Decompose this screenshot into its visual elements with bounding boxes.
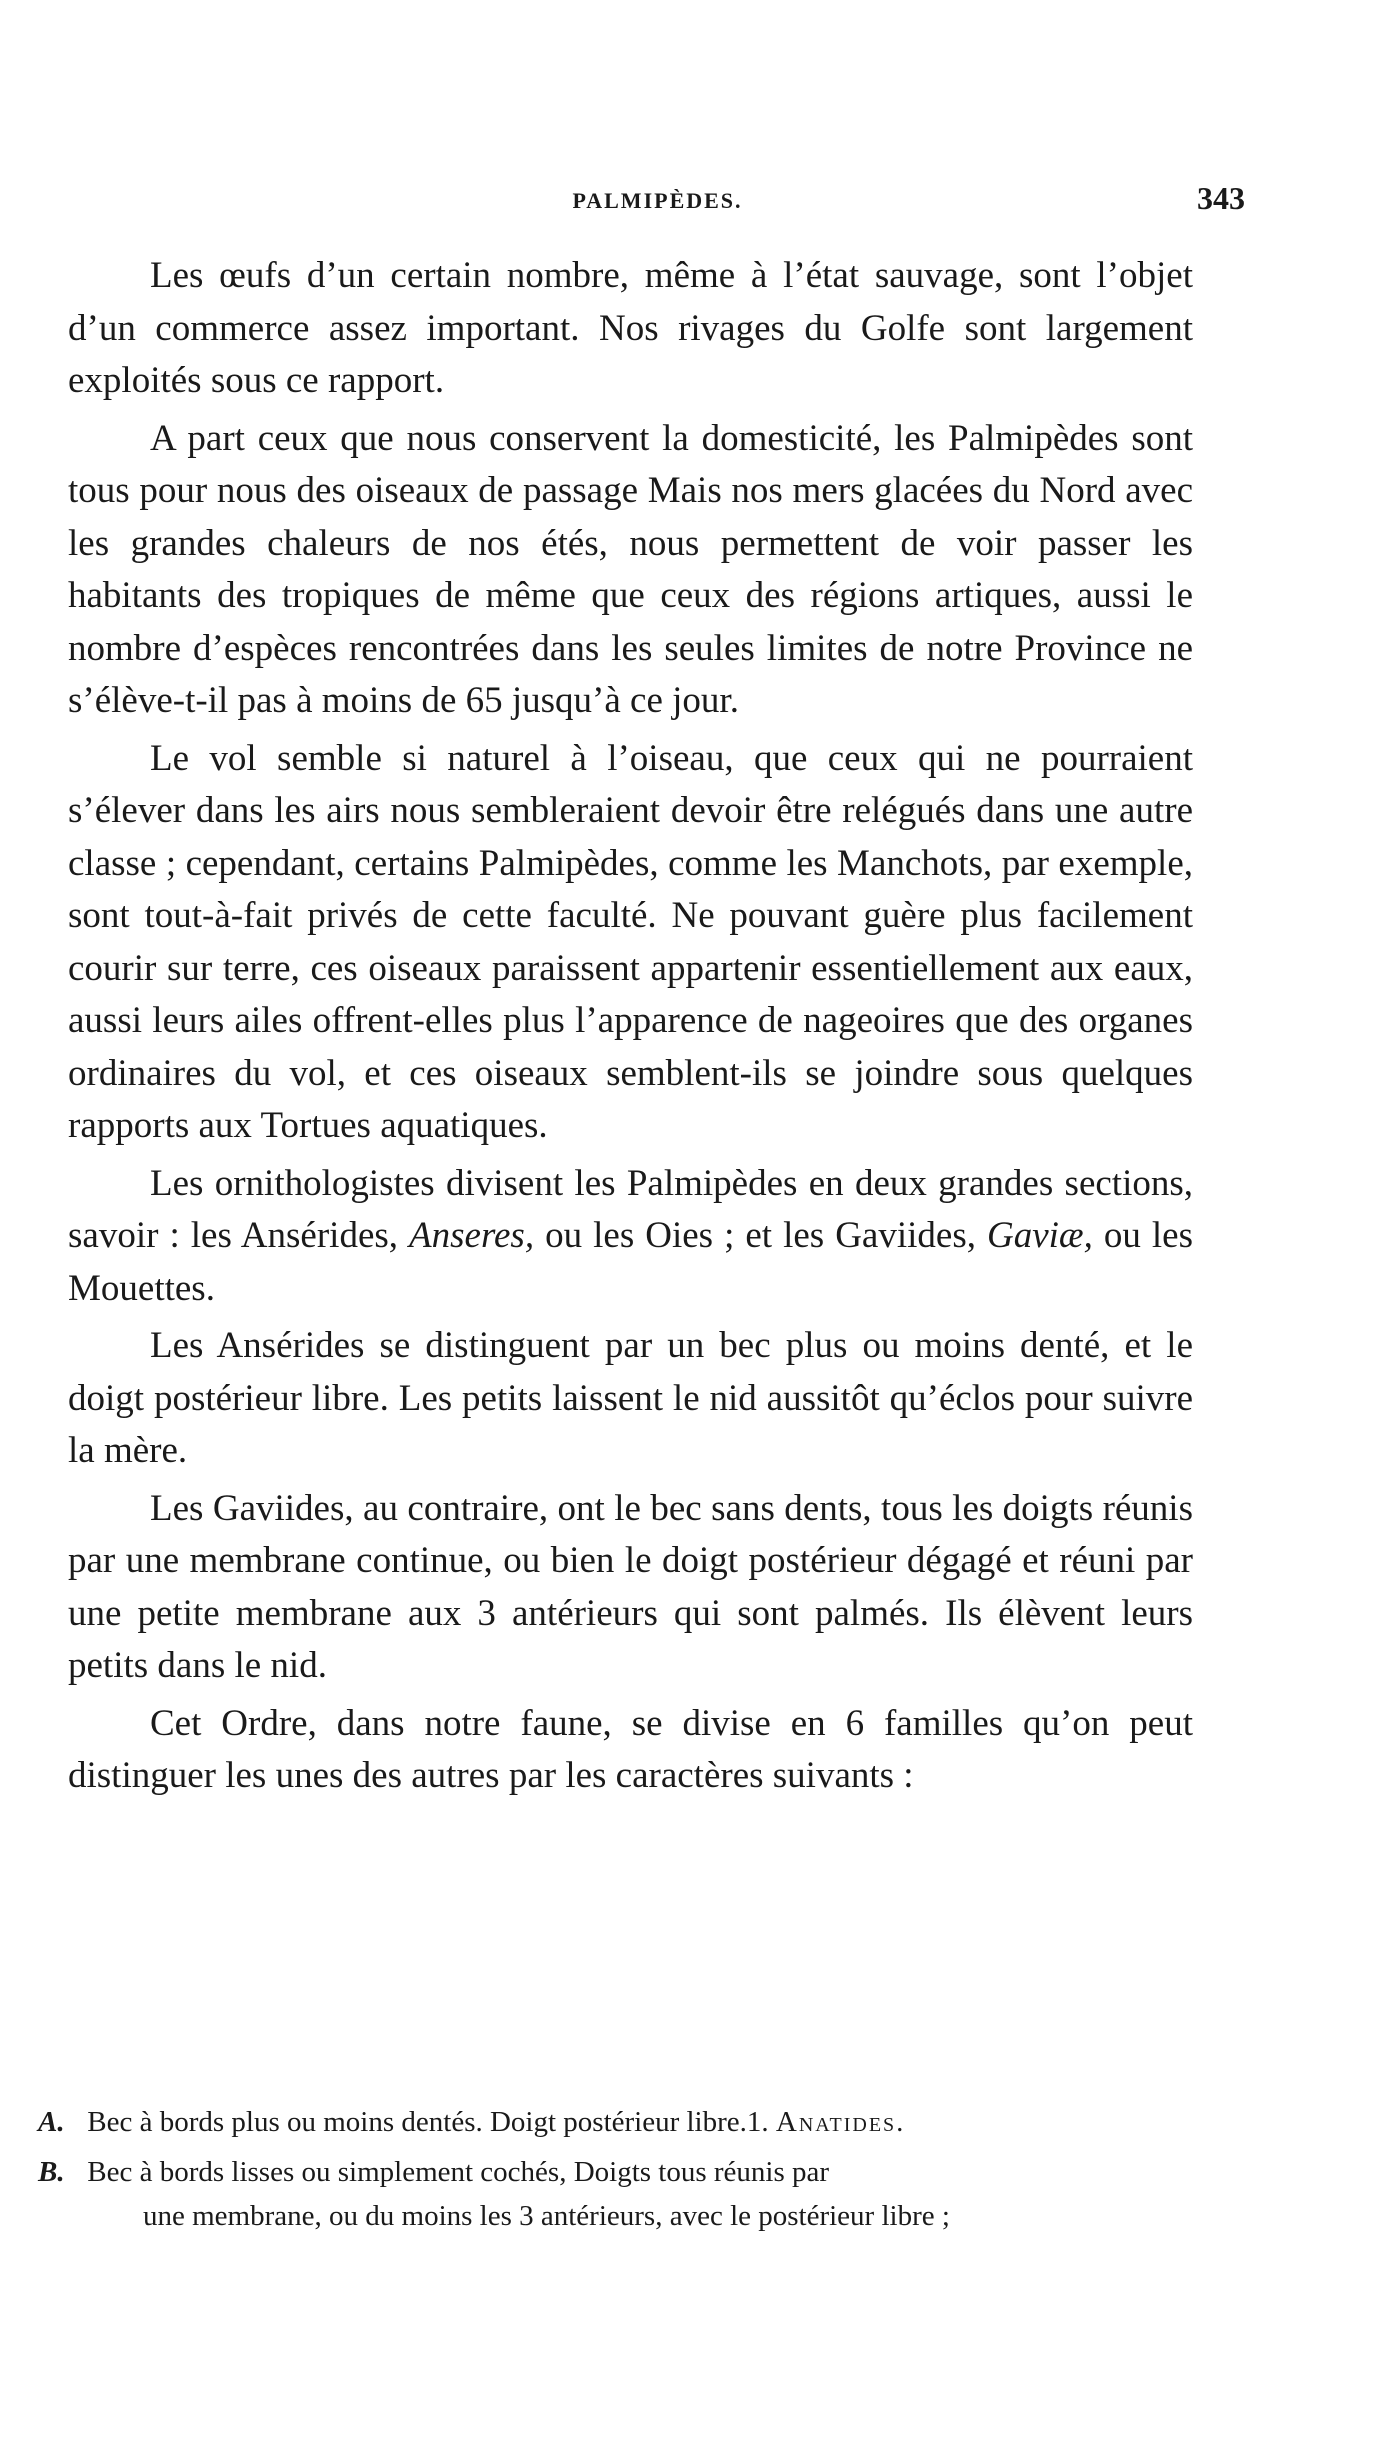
family-name: Anatides.: [775, 2106, 906, 2138]
paragraph: Les Gaviides, au contraire, ont le bec sans dents, tous les doigts réunis par une membrane continue, ou bien le doigt postérieur dégagé et réuni par une petite membrane aux 3 antérieurs qui sont palmés. Ils élèvent leurs petits dans le nid.: [68, 1487, 1193, 1686]
page-number: 343: [1197, 180, 1245, 216]
latin-term: Gaviæ,: [987, 1215, 1093, 1256]
key-letter: B.: [38, 2156, 65, 2188]
paragraph: Le vol semble si naturel à l’oiseau, que ceux qui ne pourraient s’élever dans les airs nous sembleraient devoir être relégués dans une autre classe ; cependant, certains Palmipèdes, comme les Manchots, par exemple, sont tout-à-fait privés de cette faculté. Ne pouvant guère plus facilement courir sur terre, ces oiseaux paraissent appartenir essentiellement aux eaux, aussi leurs ailes offrent-elles plus l’apparence de nageoires que des organes ordinaires du vol, et ces oiseaux semblent-ils se joindre sous quelques rapports aux Tortues aquatiques.: [68, 737, 1193, 1146]
running-head: PALMIPÈDES.: [572, 188, 743, 213]
key-continuation: une membrane, ou du moins les 3 antérieurs, avec le postérieur libre ;: [143, 2200, 950, 2232]
page-header: [70, 180, 1245, 220]
key-letter: A.: [38, 2106, 65, 2138]
latin-term: Anseres,: [409, 1215, 535, 1256]
key-ref: 1.: [746, 2106, 769, 2138]
key-entry: [38, 2150, 1193, 2238]
paragraph: Les Ansérides se distinguent par un bec plus ou moins denté, et le doigt postérieur libre. Les petits laissent le nid aussitôt qu’éclos pour suivre la mère.: [68, 1325, 1193, 1471]
text-span: ou les Oies ; et les Gaviides,: [534, 1215, 987, 1256]
paragraph: A part ceux que nous conservent la domesticité, les Palmipèdes sont tous pour nous des oiseaux de passage Mais nos mers glacées du Nord avec les grandes chaleurs de nos étés, nous permettent de voir passer les habitants des tropiques de même que ceux des régions artiques, aussi le nombre d’espèces rencontrées dans les seules limites de notre Province ne s’élève-t-il pas à moins de 65 jusqu’à ce jour.: [68, 417, 1193, 721]
text-span: ou les Mouettes.: [68, 1215, 1193, 1309]
paragraph: Cet Ordre, dans notre faune, se divise en 6 familles qu’on peut distinguer les unes des autres par les caractères suivants :: [68, 1702, 1193, 1796]
key-text: Bec à bords plus ou moins dentés. Doigt postérieur libre.: [87, 2106, 747, 2138]
paragraph-sections: [68, 1158, 1193, 1316]
text-span: Les ornithologistes divisent les Palmipèdes en deux grandes sections, savoir : les Ansérides,: [68, 1162, 1193, 1256]
identification-key: [38, 2100, 1193, 2244]
key-text: Bec à bords lisses ou simplement cochés, Doigts tous réunis par: [87, 2156, 830, 2188]
key-entry: [38, 2100, 1193, 2144]
paragraph: Les œufs d’un certain nombre, même à l’état sauvage, sont l’objet d’un commerce assez important. Nos rivages du Golfe sont largement exploités sous ce rapport.: [68, 255, 1193, 401]
body-text: [68, 250, 1193, 1807]
